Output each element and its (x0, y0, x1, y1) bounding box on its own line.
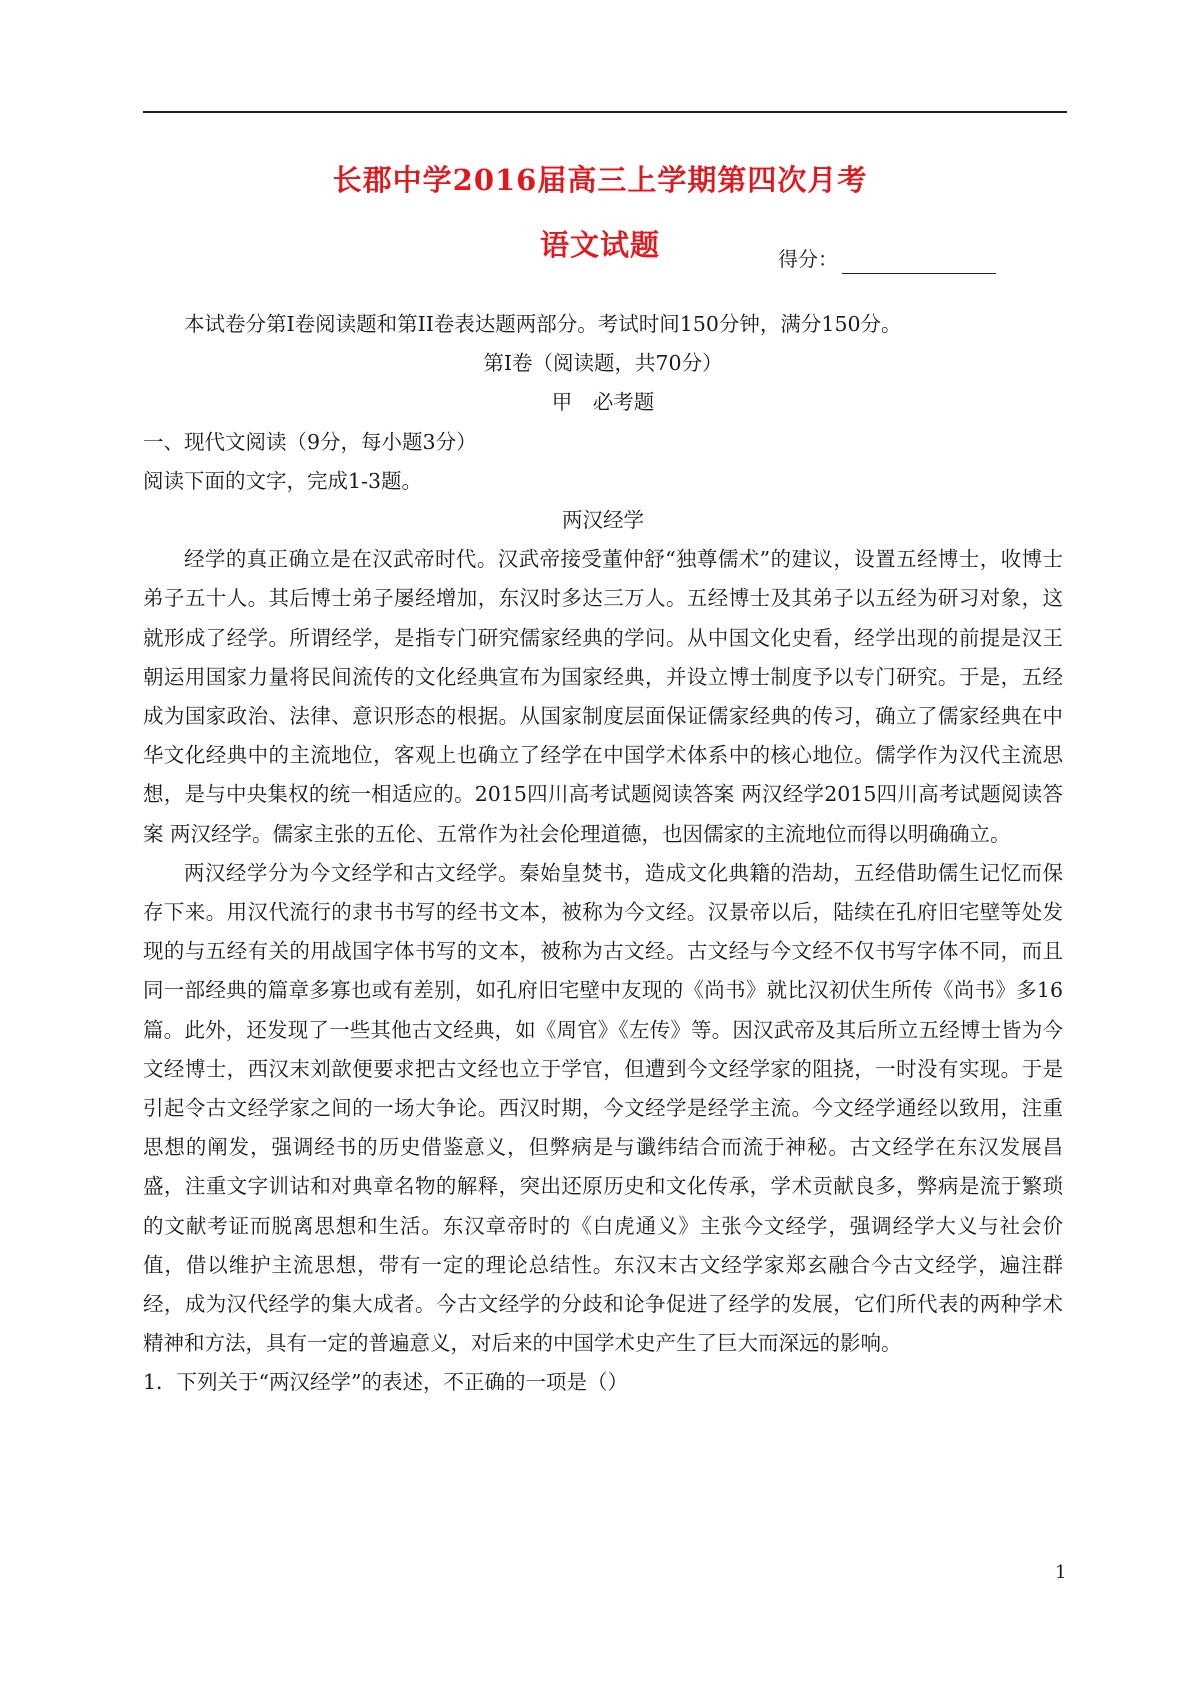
question-group-heading: 一、现代文阅读（9分，每小题3分） (143, 429, 477, 454)
question-1: 1．下列关于“两汉经学”的表述，不正确的一项是（） (143, 1370, 629, 1395)
section-heading: 甲 必考题 (551, 390, 655, 415)
score-label: 得分： (778, 247, 838, 271)
exam-intro: 本试卷分第I卷阅读题和第II卷表达题两部分。考试时间150分钟，满分150分。 (184, 312, 902, 336)
part1-heading: 第I卷（阅读题，共70分） (483, 351, 723, 376)
exam-content (143, 305, 1063, 1403)
article-title: 两汉经学 (562, 508, 644, 533)
exam-title: 长郡中学2016届高三上学期第四次月考 (332, 163, 868, 197)
article-paragraph-2: 两汉经学分为今文经学和古文经学。秦始皇焚书，造成文化典籍的浩劫，五经借助儒生记忆而保存下来。用汉代流行的隶书书写的经书文本，被称为今文经。汉景帝以后，陆续在孔府旧宅壁等处发现的与五经有关的用战国字体书写的文本，被称为古文经。古文经与今文经不仅书写字体不同，而且同一部经典的篇章多寡也或有差别，如孔府旧宅壁中友现的《尚书》就比汉初伏生所传《尚书》多16篇。此外，还发现了一些其他古文经典，如《周官》《左传》等。因汉武帝及其后所立五经博士皆为今文经博士，西汉末刘歆便要求把古文经也立于学官，但遭到今文经学家的阻挠，一时没有实现。于是引起令古文经学家之间的一场大争论。西汉时期，今文经学是经学主流。今文经学通经以致用，注重思想的阐发，强调经书的历史借鉴意义，但弊病是与谶纬结合而流于神秘。古文经学在东汉发展昌盛，注重文字训诂和对典章名物的解释，突出还原历史和文化传承，学术贡献良多，弊病是流于繁琐的文献考证而脱离思想和生活。东汉章帝时的《白虎通义》主张今文经学，强调经学大义与社会价值，借以维护主流思想，带有一定的理论总结性。东汉末古文经学家郑玄融合今古文经学，遍注群经，成为汉代经学的集大成者。今古文经学的分歧和论争促进了经学的发展，它们所代表的两种学术精神和方法，具有一定的普遍意义，对后来的中国学术史产生了巨大而深远的影响。 (143, 860, 1063, 1356)
exam-subtitle: 语文试题 (539, 228, 660, 262)
header-rule (143, 111, 1067, 113)
score-field (778, 244, 996, 274)
page-number: 1 (1055, 1562, 1067, 1583)
article-paragraph-1: 经学的真正确立是在汉武帝时代。汉武帝接受董仲舒“独尊儒术”的建议，设置五经博士，收博士弟子五十人。其后博士弟子屡经增加，东汉时多达三万人。五经博士及其弟子以五经为研习对象，这就形成了经学。所谓经学，是指专门研究儒家经典的学问。从中国文化史看，经学出现的前提是汉王朝运用国家力量将民间流传的文化经典宣布为国家经典，并设立博士制度予以专门研究。于是，五经成为国家政治、法律、意识形态的根据。从国家制度层面保证儒家经典的传习，确立了儒家经典在中华文化经典中的主流地位，客观上也确立了经学在中国学术体系中的核心地位。儒学作为汉代主流思想，是与中央集权的统一相适应的。2015四川高考试题阅读答案 两汉经学2015四川高考试题阅读答案 两汉经学。儒家主张的五伦、五常作为社会伦理道德，也因儒家的主流地位而得以明确确立。 (143, 547, 1063, 846)
reading-instruction: 阅读下面的文字，完成1-3题。 (143, 468, 423, 493)
score-blank (842, 251, 996, 274)
